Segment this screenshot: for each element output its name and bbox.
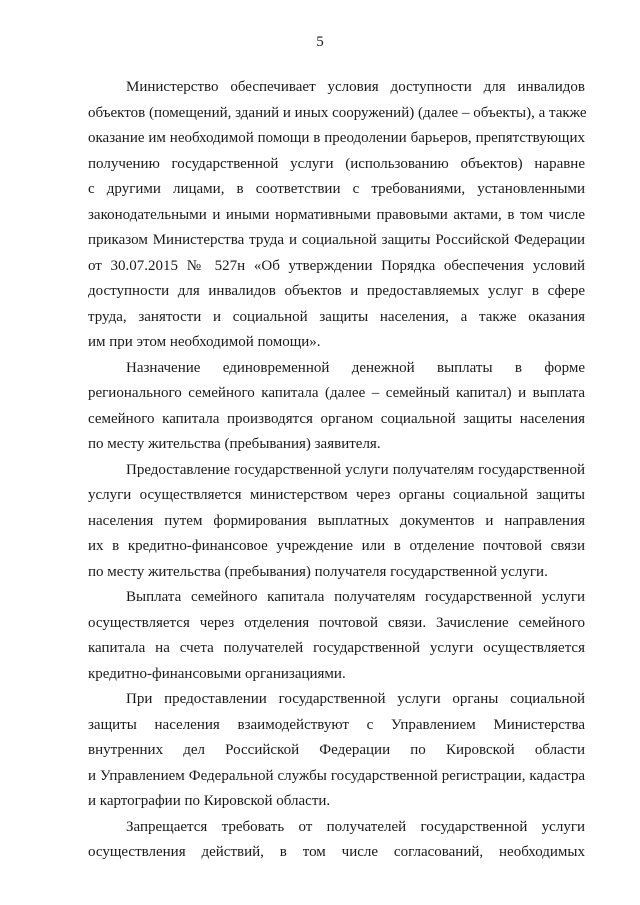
text-line: внутренних дел Российской Федерации по Кировской области	[88, 742, 585, 758]
text-line: семейного капитала производятся органом социальной защиты населения	[88, 410, 585, 427]
text-line: от 30.07.2015 № 527н «Об утверждении Порядка обеспечения условий	[88, 257, 585, 274]
text-line: защиты населения взаимодействуют с Управлением Министерства	[88, 716, 585, 733]
text-line: Запрещается требовать от получателей государственной услуги	[126, 818, 585, 835]
paragraph	[88, 75, 585, 356]
text-line: услуги осуществляется министерством через органы социальной защиты	[88, 487, 585, 503]
text-line: законодательными и иными нормативными правовыми актами, в том числе	[88, 206, 585, 223]
text-line: их в кредитно-финансовое учреждение или в отделение почтовой связи	[88, 538, 585, 554]
text-line: регионального семейного капитала (далее – семейный капитал) и выплата	[88, 385, 585, 401]
paragraph	[88, 356, 585, 458]
text-line: с другими лицами, в соответствии с требованиями, установленными	[88, 181, 585, 197]
paragraph	[88, 458, 585, 586]
text-line: Выплата семейного капитала получателям государственной услуги	[126, 589, 585, 605]
paragraph	[88, 585, 585, 687]
text-line: труда, занятости и социальной защиты населения, а также оказания	[88, 308, 585, 325]
text-line: кредитно-финансовыми организациями.	[88, 665, 346, 682]
page-number: 5	[316, 34, 324, 50]
text-line: оказание им необходимой помощи в преодолении барьеров, препятствующих	[88, 130, 585, 146]
text-line: и Управлением Федеральной службы государственной регистрации, кадастра	[88, 767, 585, 784]
text-line: Министерство обеспечивает условия доступности для инвалидов	[126, 79, 585, 95]
text-line: осуществляется через отделения почтовой связи. Зачисление семейного	[88, 614, 585, 631]
text-line: Предоставление государственной услуги получателям государственной	[126, 461, 585, 478]
text-line: При предоставлении государственной услуги органы социальной	[126, 691, 585, 707]
paragraph	[88, 687, 585, 815]
text-line: получению государственной услуги (использованию объектов) наравне	[88, 155, 585, 172]
document-body	[88, 75, 585, 866]
text-line: по месту жительства (пребывания) заявителя.	[88, 436, 381, 452]
paragraph	[88, 815, 585, 866]
text-line: Назначение единовременной денежной выплаты в форме	[126, 359, 585, 376]
text-line: доступности для инвалидов объектов и предоставляемых услуг в сфере	[88, 283, 585, 299]
text-line: им при этом необходимой помощи».	[88, 334, 321, 350]
text-line: объектов (помещений, зданий и иных сооружений) (далее – объекты), а также	[88, 104, 587, 121]
text-line: и картографии по Кировской области.	[88, 793, 331, 809]
text-line: осуществления действий, в том числе согласований, необходимых	[88, 844, 585, 860]
text-line: населения путем формирования выплатных документов и направления	[88, 512, 585, 529]
text-line: по месту жительства (пребывания) получателя государственной услуги.	[88, 563, 548, 580]
text-line: приказом Министерства труда и социальной защиты Российской Федерации	[88, 232, 585, 248]
text-line: капитала на счета получателей государственной услуги осуществляется	[88, 640, 585, 656]
